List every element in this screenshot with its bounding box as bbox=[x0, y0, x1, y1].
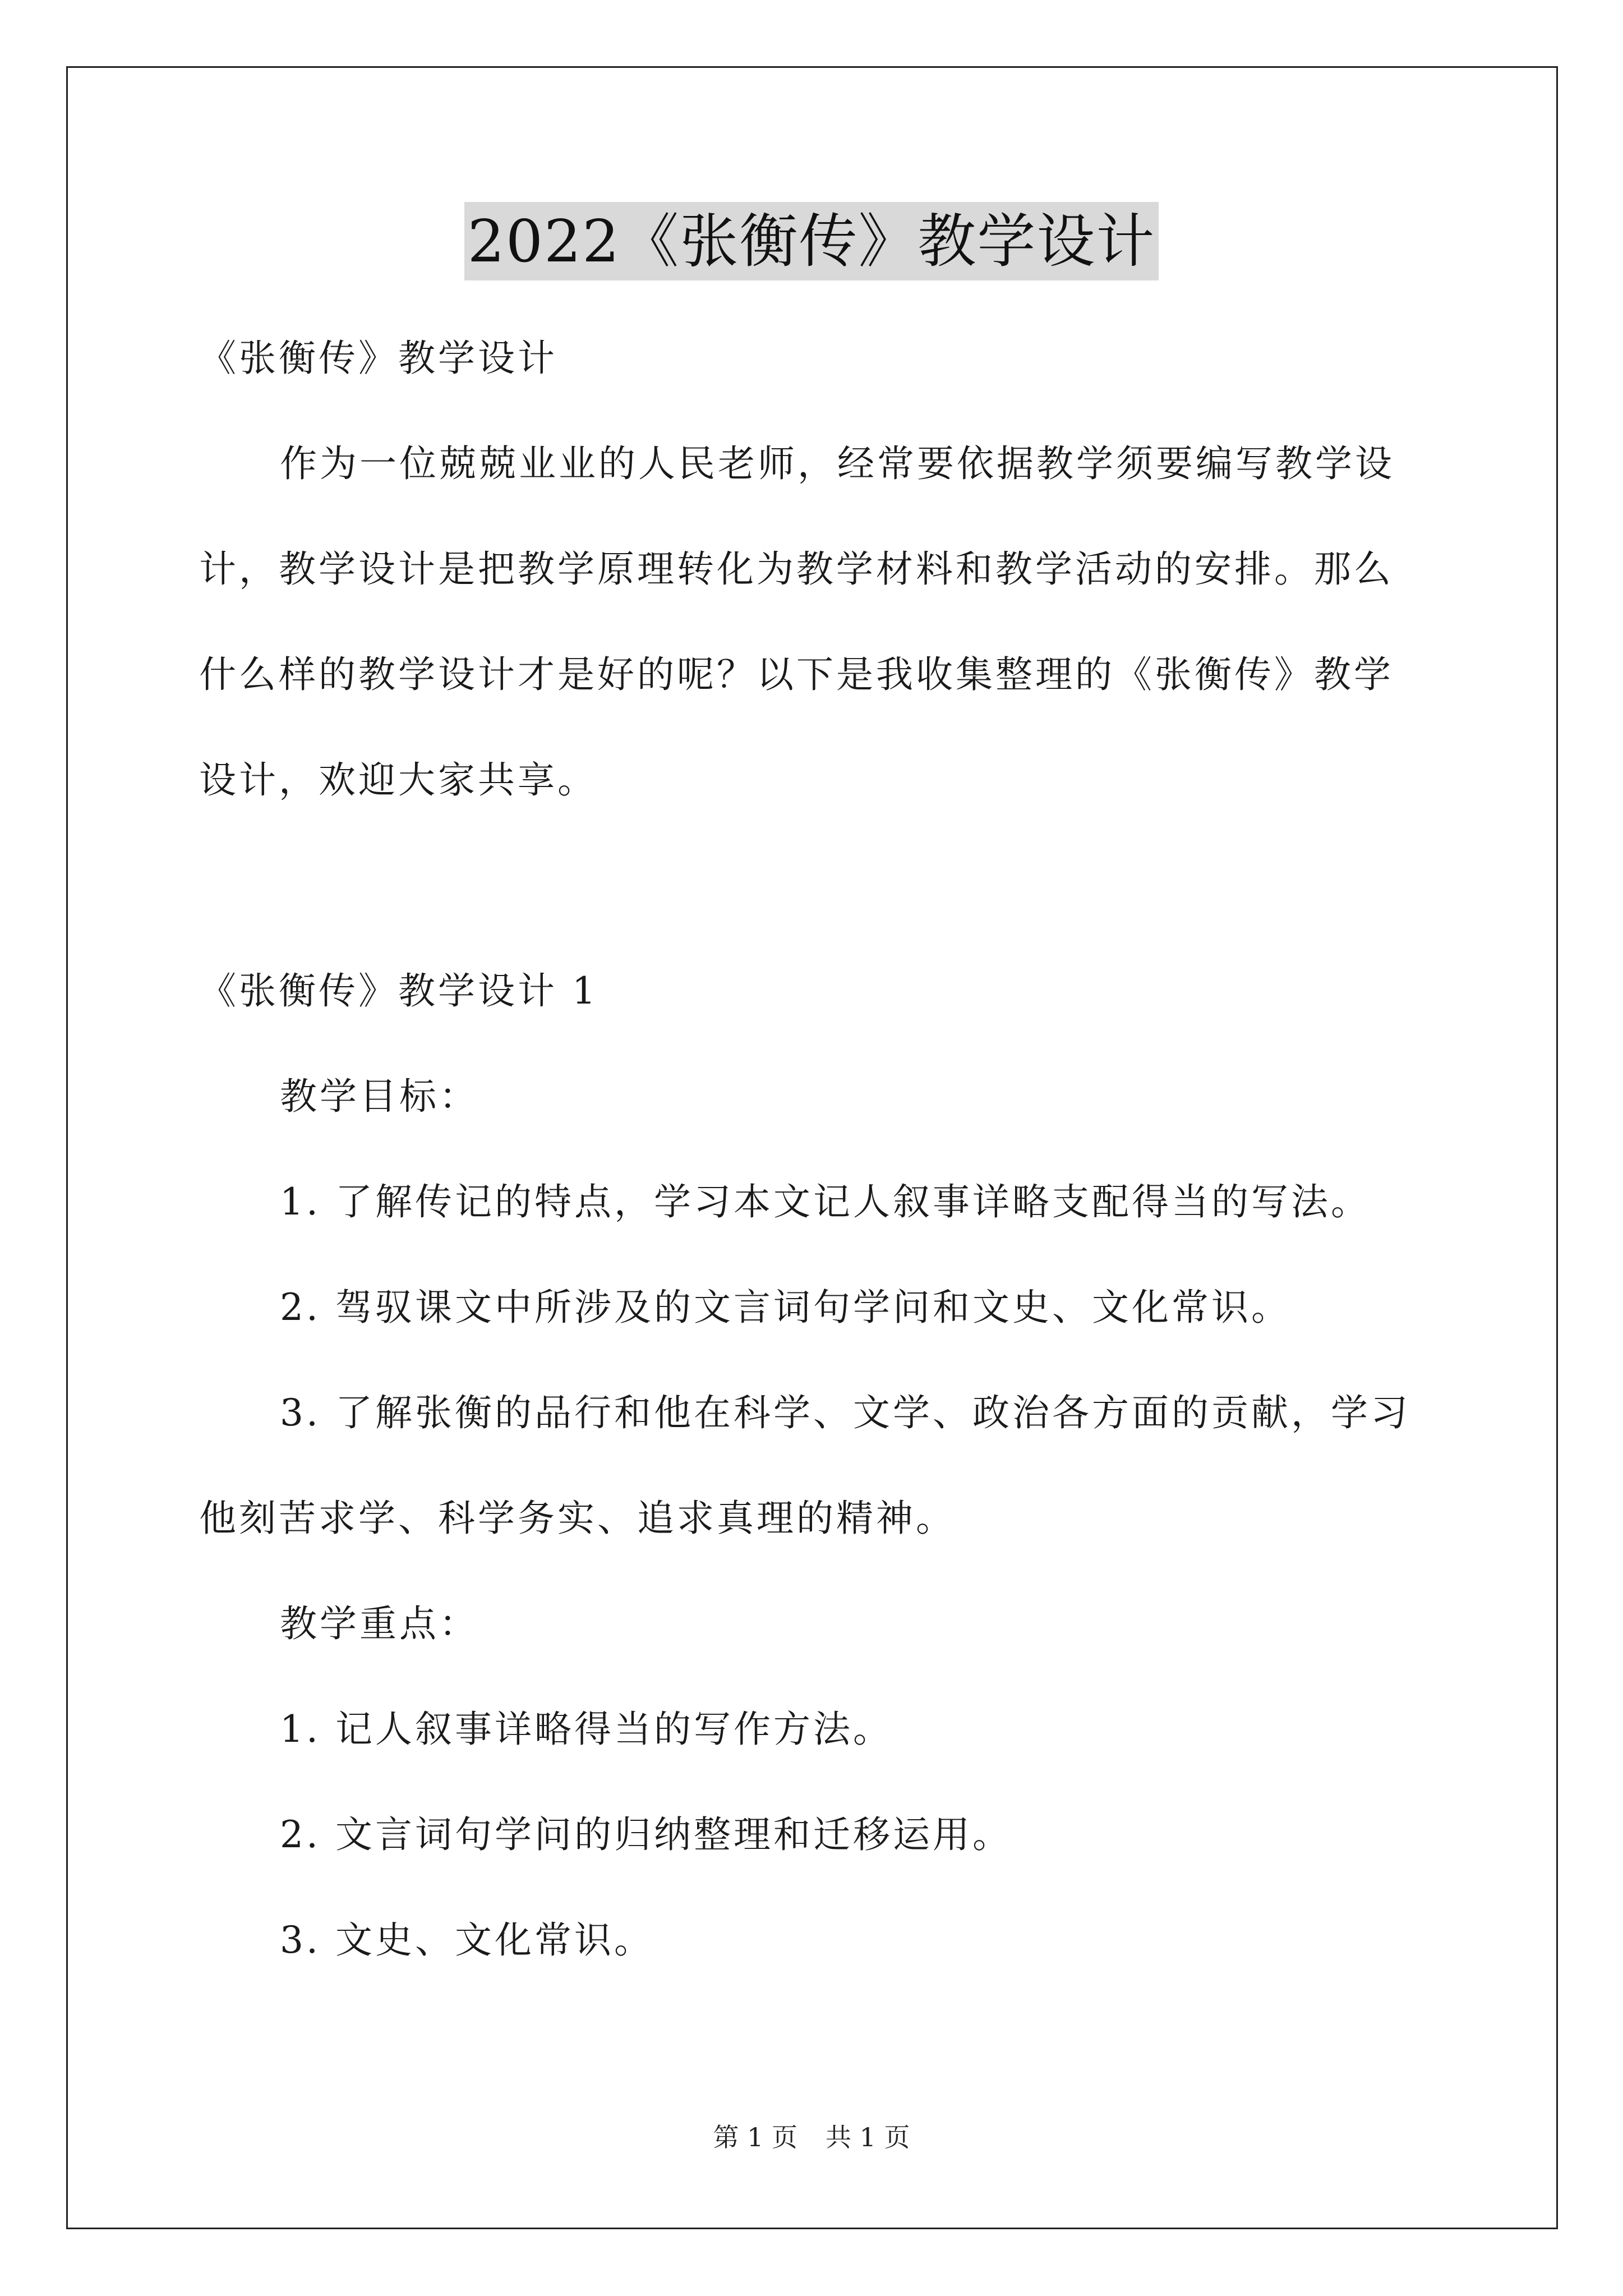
focus-label: 教学重点： bbox=[280, 1602, 479, 1645]
page-total: 共 1 页 bbox=[826, 2122, 910, 2152]
spacer bbox=[199, 833, 1433, 938]
focus-item: 3. 文史、文化常识。 bbox=[280, 1918, 654, 1962]
title-container bbox=[0, 202, 1623, 280]
page-footer bbox=[0, 2120, 1623, 2154]
subtitle: 《张衡传》教学设计 bbox=[199, 337, 557, 380]
document-title: 2022《张衡传》教学设计 bbox=[464, 202, 1159, 280]
goal-item: 3. 了解张衡的品行和他在科学、文学、政治各方面的贡献，学习他刻苦求学、科学务实、追求真理的精神。 bbox=[199, 1391, 1410, 1540]
document-body bbox=[199, 306, 1433, 1993]
focus-item: 1. 记人叙事详略得当的写作方法。 bbox=[280, 1708, 893, 1751]
goals-label: 教学目标： bbox=[280, 1075, 479, 1118]
goal-item: 2. 驾驭课文中所涉及的文言词句学问和文史、文化常识。 bbox=[280, 1286, 1291, 1329]
goal-item: 1. 了解传记的特点，学习本文记人叙事详略支配得当的写法。 bbox=[280, 1180, 1371, 1223]
intro-paragraph: 作为一位兢兢业业的人民老师，经常要依据教学须要编写教学设计，教学设计是把教学原理转化为教学材料和教学活动的安排。那么什么样的教学设计才是好的呢？以下是我收集整理的《张衡传》教学设计，欢迎大家共享。 bbox=[199, 442, 1395, 802]
page-number: 第 1 页 bbox=[713, 2122, 797, 2152]
section-heading: 《张衡传》教学设计 1 bbox=[199, 969, 598, 1013]
focus-item: 2. 文言词句学问的归纳整理和迁移运用。 bbox=[280, 1813, 1012, 1856]
